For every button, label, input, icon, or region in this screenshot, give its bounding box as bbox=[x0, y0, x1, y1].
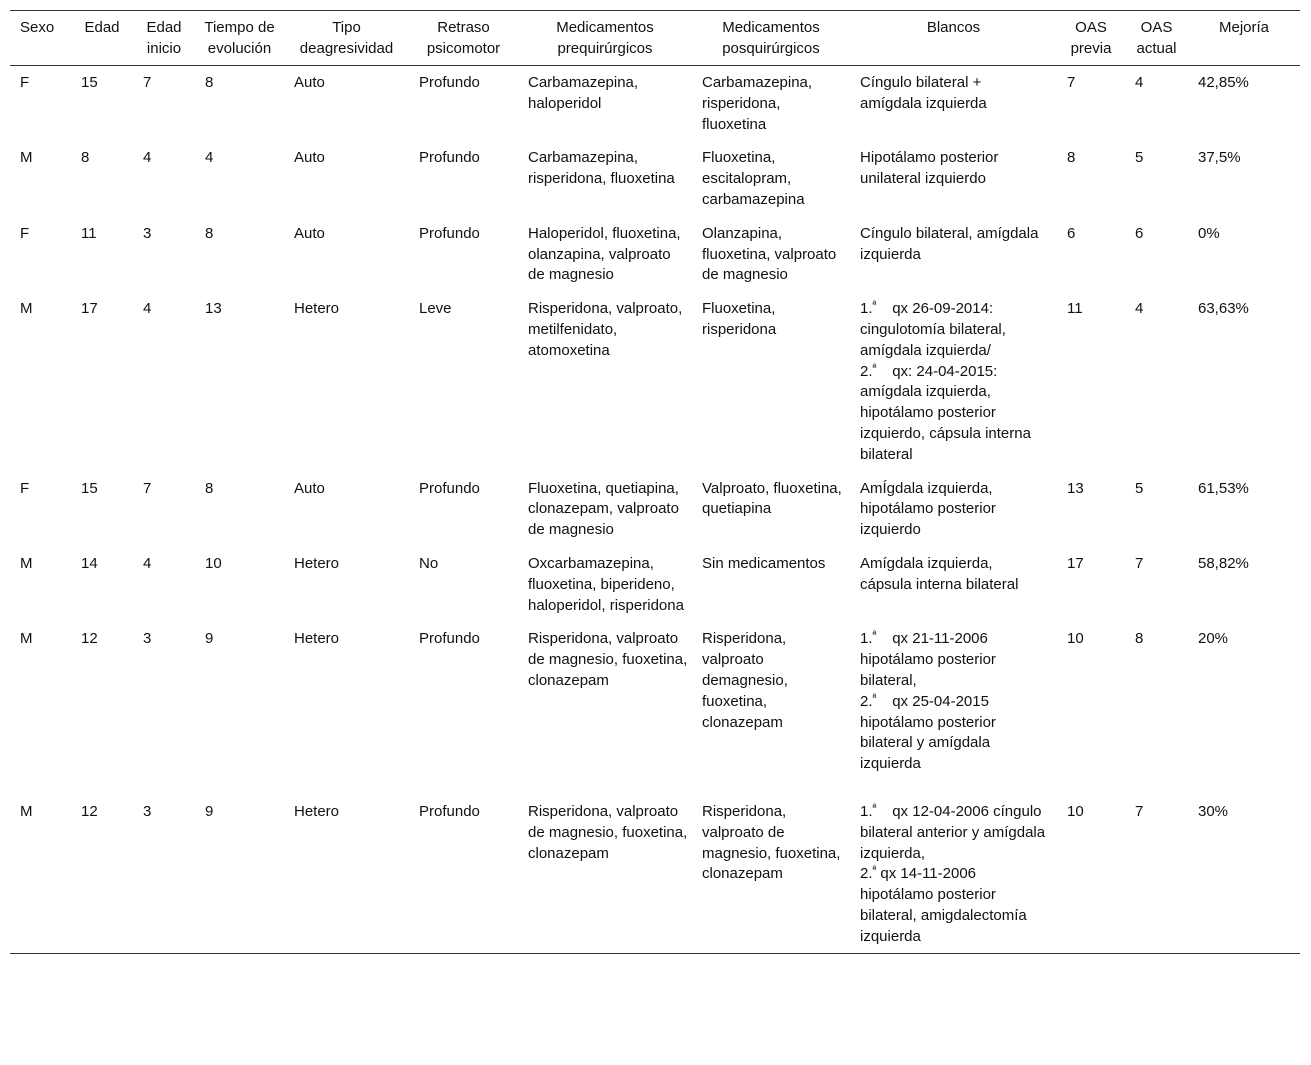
cell-mejoria: 63,63% bbox=[1198, 300, 1249, 318]
blancos-entry: qx 26-09-2014: cingulotomía bilateral, amígdala izquierda/ bbox=[860, 300, 1006, 359]
cell-tipo: Hetero bbox=[294, 802, 340, 820]
table-row bbox=[10, 795, 1300, 954]
cell-tipo: Hetero bbox=[294, 300, 340, 318]
cell-tiempo: 9 bbox=[205, 630, 214, 648]
table-row bbox=[10, 547, 1300, 622]
cell-edad-inicio: 3 bbox=[143, 630, 152, 648]
cell-blancos: Hipotálamo posterior unilateral izquierdo bbox=[860, 149, 999, 188]
cell-oas-previa: 11 bbox=[1067, 300, 1083, 318]
header-edad-inicio: Edad inicio bbox=[146, 19, 182, 57]
header-oas-actual: OAS actual bbox=[1136, 19, 1177, 57]
cell-edad-inicio: 3 bbox=[143, 224, 152, 242]
cell-blancos: Cíngulo bilateral, amígdala izquierda bbox=[860, 224, 1039, 263]
cell-mejoria: 58,82% bbox=[1198, 554, 1249, 572]
table-row bbox=[10, 292, 1300, 471]
cell-blancos bbox=[850, 292, 1057, 471]
cell-oas-actual: 6 bbox=[1135, 224, 1144, 242]
cell-pre: Carbamazepina, haloperidol bbox=[528, 74, 639, 112]
cell-blancos bbox=[850, 795, 1057, 954]
cell-pre: Carbamazepina, risperidona, fluoxetina bbox=[528, 149, 675, 188]
ordinal-label: 1.$^ª$ bbox=[860, 300, 877, 318]
cell-tipo: Hetero bbox=[294, 630, 340, 648]
cell-blancos bbox=[850, 66, 1057, 142]
blancos-entry: qx: 24-04-2015: amígdala izquierda, hipotálamo posterior izquierdo, cápsula interna bilateral bbox=[860, 362, 1031, 463]
header-med-prequirurgicos: Medicamentos prequirúrgicos bbox=[556, 19, 654, 57]
cell-edad-inicio: 4 bbox=[143, 149, 152, 167]
table-row bbox=[10, 217, 1300, 292]
cell-tiempo: 10 bbox=[205, 554, 222, 572]
table-row bbox=[10, 141, 1300, 216]
cell-retraso: No bbox=[419, 554, 439, 572]
cell-mejoria: 37,5% bbox=[1198, 149, 1241, 167]
cell-edad: 12 bbox=[81, 802, 98, 820]
cell-sexo: F bbox=[20, 224, 30, 242]
cell-mejoria: 42,85% bbox=[1198, 74, 1249, 91]
header-med-posquirurgicos: Medicamentos posquirúrgicos bbox=[722, 19, 820, 57]
header-tipo-agresividad: Tipo deagresividad bbox=[299, 19, 394, 57]
cell-edad-inicio: 4 bbox=[143, 554, 152, 572]
cell-blancos: Amígdala izquierda, cápsula interna bilateral bbox=[860, 554, 1019, 593]
cell-oas-previa: 8 bbox=[1067, 149, 1076, 167]
ordinal-label: 2.$^ª$ bbox=[860, 362, 877, 380]
header-blancos: Blancos bbox=[926, 19, 981, 36]
cell-oas-previa: 6 bbox=[1067, 224, 1076, 242]
cell-blancos: AmÍgdala izquierda, hipotálamo posterior izquierdo bbox=[860, 479, 996, 539]
results-table-container bbox=[10, 10, 1300, 954]
cell-pre: Haloperidol, fluoxetina, olanzapina, valproato de magnesio bbox=[528, 224, 681, 284]
cell-pos: Fluoxetina, escitalopram, carbamazepina bbox=[702, 149, 805, 208]
cell-pos: Fluoxetina, risperidona bbox=[702, 300, 777, 338]
cell-edad-inicio: 7 bbox=[143, 479, 152, 497]
cell-oas-actual: 5 bbox=[1135, 479, 1144, 497]
cell-tipo: Auto bbox=[294, 149, 325, 167]
cell-pre: Risperidona, valproato, metilfenidato, atomoxetina bbox=[528, 300, 683, 359]
cell-oas-actual: 7 bbox=[1135, 802, 1144, 820]
cell-sexo: M bbox=[20, 554, 33, 572]
cell-oas-actual: 8 bbox=[1135, 630, 1144, 648]
table-row bbox=[10, 66, 1300, 142]
cell-pre: Risperidona, valproato de magnesio, fuoxetina, clonazepam bbox=[528, 630, 688, 689]
cell-tiempo: 4 bbox=[205, 149, 214, 167]
table-row bbox=[10, 622, 1300, 795]
ordinal-label: 1.$^ª$ bbox=[860, 630, 877, 648]
cell-tiempo: 8 bbox=[205, 224, 214, 242]
cell-sexo: M bbox=[20, 300, 33, 318]
ordinal-label: 2.$^ª$ bbox=[860, 865, 877, 883]
header-row bbox=[10, 11, 1300, 66]
cell-pos: Olanzapina, fluoxetina, valproato de magnesio bbox=[702, 224, 837, 284]
cell-retraso: Profundo bbox=[419, 802, 480, 820]
cell-pos: Carbamazepina, risperidona, fluoxetina bbox=[702, 74, 813, 133]
cell-edad: 14 bbox=[81, 554, 98, 572]
cell-retraso: Leve bbox=[419, 300, 452, 318]
header-retraso-psicomotor: Retraso psicomotor bbox=[426, 19, 501, 57]
header-oas-previa: OAS previa bbox=[1070, 19, 1112, 57]
cell-edad: 8 bbox=[81, 149, 90, 167]
cell-sexo: M bbox=[20, 149, 33, 167]
cell-pre: Fluoxetina, quetiapina, clonazepam, valproato de magnesio bbox=[528, 479, 679, 539]
cell-oas-previa: 10 bbox=[1067, 630, 1084, 648]
cell-retraso: Profundo bbox=[419, 224, 480, 242]
cell-sexo: F bbox=[20, 479, 30, 497]
cell-mejoria: 30% bbox=[1198, 802, 1229, 820]
cell-tipo: Auto bbox=[294, 74, 325, 91]
cell-oas-previa: 10 bbox=[1067, 802, 1084, 820]
cell-tiempo: 9 bbox=[205, 802, 214, 820]
cell-edad: 17 bbox=[81, 300, 98, 318]
cell-oas-actual: 5 bbox=[1135, 149, 1144, 167]
cell-edad: 11 bbox=[81, 224, 97, 242]
cell-oas-previa: 17 bbox=[1067, 554, 1084, 572]
cell-mejoria: 61,53% bbox=[1198, 479, 1249, 497]
cell-oas-previa: 7 bbox=[1067, 74, 1076, 91]
cell-blancos bbox=[850, 622, 1057, 795]
cell-tiempo: 13 bbox=[205, 300, 222, 318]
cell-pre: Risperidona, valproato de magnesio, fuoxetina, clonazepam bbox=[528, 802, 688, 862]
cell-retraso: Profundo bbox=[419, 74, 480, 91]
header-mejoria: Mejoría bbox=[1218, 19, 1270, 36]
cell-mejoria: 20% bbox=[1198, 630, 1229, 648]
cell-sexo: M bbox=[20, 630, 33, 648]
cell-sexo: F bbox=[20, 74, 30, 91]
cell-pos: Risperidona, valproato demagnesio, fuoxetina, clonazepam bbox=[702, 630, 788, 731]
cell-oas-actual: 7 bbox=[1135, 554, 1144, 572]
cell-edad-inicio: 3 bbox=[143, 802, 152, 820]
blancos-entry: qx 25-04-2015 hipotálamo posterior bilateral y amígdala izquierda bbox=[860, 692, 996, 773]
blancos-text: Cíngulo bilateral + amígdala izquierda bbox=[860, 74, 987, 112]
header-tiempo-evolucion: Tiempo de evolución bbox=[204, 19, 275, 57]
cell-edad-inicio: 7 bbox=[143, 74, 152, 91]
cell-tipo: Auto bbox=[294, 479, 325, 497]
header-edad: Edad bbox=[84, 19, 120, 36]
cell-retraso: Profundo bbox=[419, 479, 480, 497]
cell-tiempo: 8 bbox=[205, 74, 214, 91]
cell-pre: Oxcarbamazepina, fluoxetina, biperideno, haloperidol, risperidona bbox=[528, 554, 684, 614]
results-table bbox=[10, 10, 1300, 954]
ordinal-label: 2.$^ª$ bbox=[860, 692, 877, 710]
cell-tipo: Hetero bbox=[294, 554, 340, 572]
ordinal-label: 1.$^ª$ bbox=[860, 802, 877, 820]
cell-edad: 15 bbox=[81, 74, 98, 91]
cell-edad: 15 bbox=[81, 479, 98, 497]
cell-tiempo: 8 bbox=[205, 479, 214, 497]
blancos-entry: qx 21-11-2006 hipotálamo posterior bilateral, bbox=[860, 630, 996, 689]
blancos-entry: qx 12-04-2006 cíngulo bilateral anterior y amígdala izquierda, bbox=[860, 802, 1046, 862]
cell-edad-inicio: 4 bbox=[143, 300, 152, 318]
table-row bbox=[10, 472, 1300, 547]
cell-oas-actual: 4 bbox=[1135, 300, 1144, 318]
cell-pos: Valproato, fluoxetina, quetiapina bbox=[702, 479, 842, 518]
header-sexo: Sexo bbox=[20, 19, 55, 36]
cell-pos: Sin medicamentos bbox=[702, 554, 826, 572]
cell-pos: Risperidona, valproato de magnesio, fuoxetina, clonazepam bbox=[702, 802, 841, 883]
cell-edad: 12 bbox=[81, 630, 98, 648]
cell-mejoria: 0% bbox=[1198, 224, 1220, 242]
cell-tipo: Auto bbox=[294, 224, 325, 242]
cell-retraso: Profundo bbox=[419, 149, 480, 167]
cell-oas-previa: 13 bbox=[1067, 479, 1084, 497]
cell-retraso: Profundo bbox=[419, 630, 480, 648]
cell-sexo: M bbox=[20, 802, 33, 820]
cell-oas-actual: 4 bbox=[1135, 74, 1144, 91]
blancos-entry: qx 14-11-2006 hipotálamo posterior bilateral, amigdalectomía izquierda bbox=[860, 865, 1027, 945]
